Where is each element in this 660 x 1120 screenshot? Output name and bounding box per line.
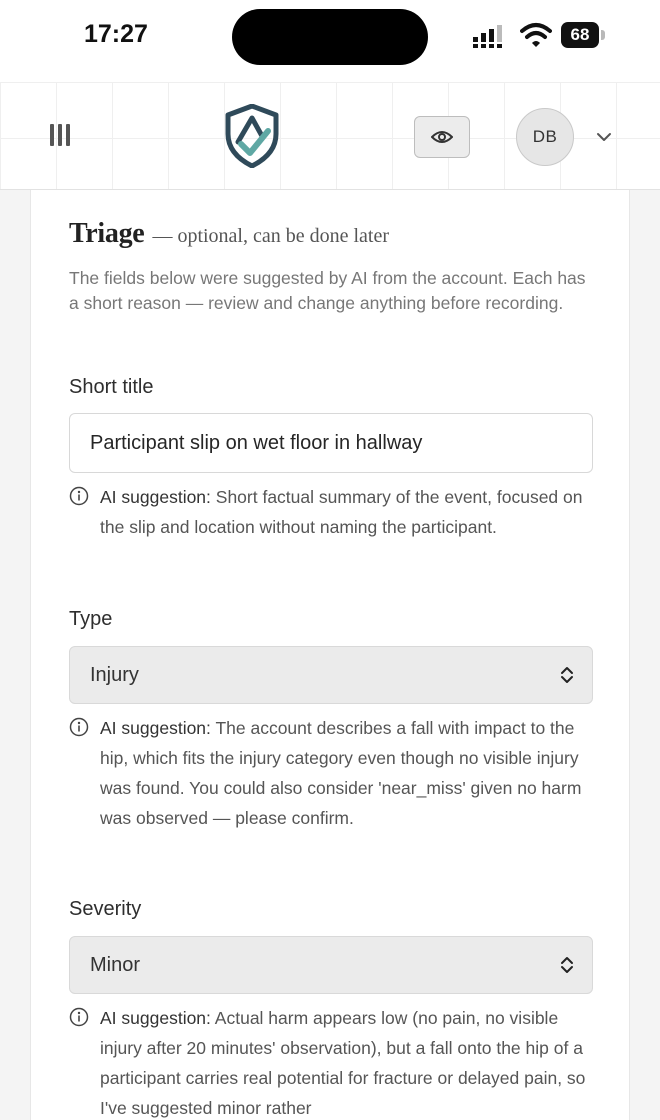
severity-select-value: Minor xyxy=(90,954,141,976)
battery-icon: 68 xyxy=(561,22,599,48)
short-title-label: Short title xyxy=(69,376,154,398)
type-select[interactable] xyxy=(69,646,593,704)
type-suggestion xyxy=(69,713,599,833)
menu-icon[interactable] xyxy=(48,124,74,148)
user-avatar[interactable]: DB xyxy=(516,108,574,166)
app-header xyxy=(0,82,660,190)
triage-card xyxy=(30,190,630,1120)
suggestion-text: Actual harm appears low (no pain, no visible injury after 20 minutes' observation), but a fall onto the hip of a participant carries real potential for fracture or delayed pain, so I've suggested minor rather xyxy=(100,1008,586,1118)
severity-select[interactable] xyxy=(69,936,593,994)
shield-logo-icon[interactable] xyxy=(224,104,280,168)
chevron-updown-icon xyxy=(560,955,574,975)
dynamic-island xyxy=(232,9,428,65)
suggestion-prefix: AI suggestion: xyxy=(100,718,211,738)
suggestion-prefix: AI suggestion: xyxy=(100,487,211,507)
triage-heading xyxy=(69,218,389,250)
info-icon xyxy=(69,486,89,506)
severity-suggestion xyxy=(69,1003,599,1120)
suggestion-prefix: AI suggestion: xyxy=(100,1008,211,1028)
triage-subtitle: — optional, can be done later xyxy=(152,225,390,247)
chevron-updown-icon xyxy=(560,665,574,685)
info-icon xyxy=(69,717,89,737)
triage-intro: The fields below were suggested by AI from the account. Each has a short reason — review and change anything before recording. xyxy=(69,268,586,313)
triage-title: Triage xyxy=(69,218,145,249)
suggestion-text: Short factual summary of the event, focused on the slip and location without naming the participant. xyxy=(100,487,583,537)
wifi-icon xyxy=(520,22,552,48)
info-icon xyxy=(69,1007,89,1027)
status-time: 17:27 xyxy=(84,20,148,48)
short-title-input[interactable]: Participant slip on wet floor in hallway xyxy=(69,413,593,473)
status-bar xyxy=(0,0,660,82)
battery-tip xyxy=(601,30,605,40)
severity-label: Severity xyxy=(69,898,142,920)
preview-eye-button[interactable] xyxy=(414,116,470,158)
chevron-down-icon[interactable] xyxy=(596,131,612,143)
type-select-value: Injury xyxy=(90,664,139,686)
suggestion-text: The account describes a fall with impact to the hip, which fits the injury category even though no visible injury was found. You could also consider 'near_miss' given no harm was observed — please confirm. xyxy=(100,718,582,828)
type-label: Type xyxy=(69,608,113,630)
signal-icon xyxy=(472,24,508,48)
short-title-suggestion xyxy=(69,482,599,542)
eye-icon xyxy=(431,130,453,144)
